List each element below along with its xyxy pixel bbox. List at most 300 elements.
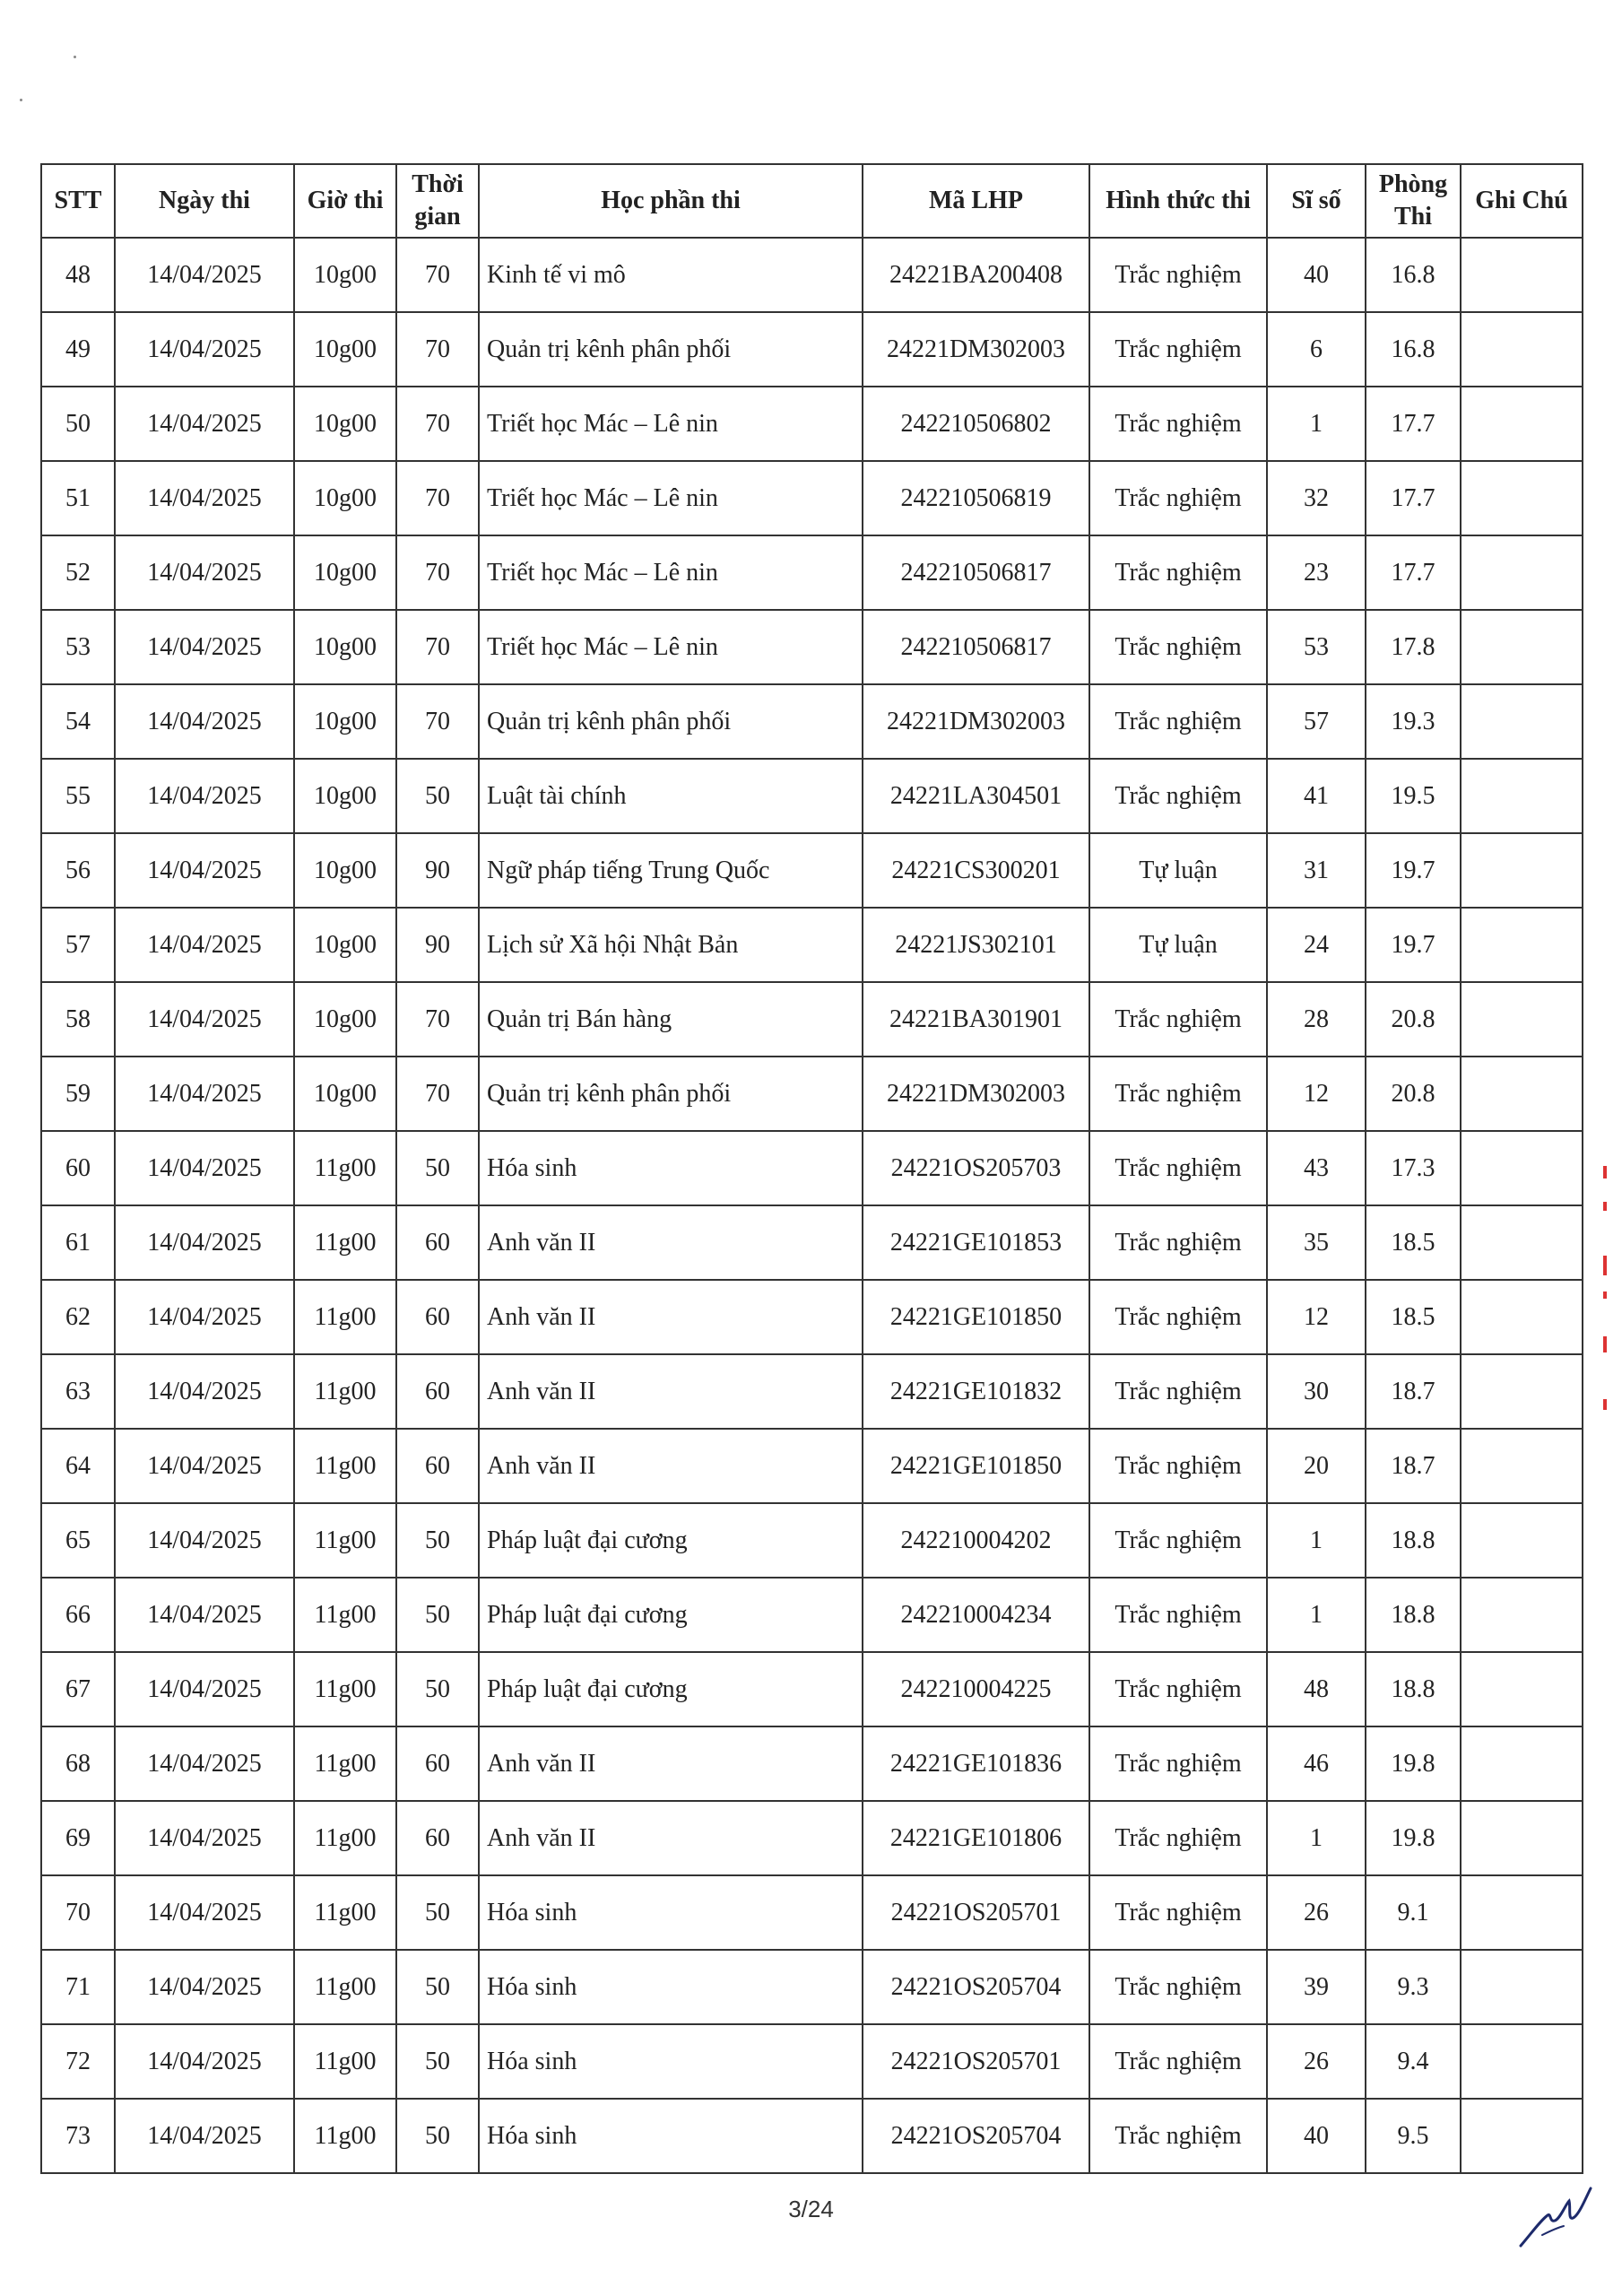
notes-cell (1461, 1578, 1583, 1652)
class-code-cell: 24221BA200408 (863, 238, 1089, 312)
table-row (41, 908, 1583, 982)
duration-cell: 50 (396, 1503, 479, 1578)
stt-cell: 64 (41, 1429, 115, 1503)
room-cell: 17.8 (1366, 610, 1461, 684)
stt-cell: 67 (41, 1652, 115, 1726)
duration-cell: 70 (396, 312, 479, 387)
exam-time-cell: 10g00 (294, 833, 396, 908)
exam-date-cell: 14/04/2025 (115, 387, 294, 461)
table-row (41, 1057, 1583, 1131)
exam-format-cell: Trắc nghiệm (1089, 610, 1267, 684)
exam-time-cell: 11g00 (294, 1429, 396, 1503)
exam-date-cell: 14/04/2025 (115, 461, 294, 535)
class-code-cell: 24221CS300201 (863, 833, 1089, 908)
stt-cell: 57 (41, 908, 115, 982)
exam-date-cell: 14/04/2025 (115, 2099, 294, 2173)
notes-cell (1461, 684, 1583, 759)
student-count-cell: 57 (1267, 684, 1366, 759)
room-cell: 17.3 (1366, 1131, 1461, 1205)
class-code-cell: 242210004234 (863, 1578, 1089, 1652)
col-header-exam-date: Ngày thi (115, 164, 294, 238)
exam-schedule-table (40, 163, 1583, 2174)
exam-date-cell: 14/04/2025 (115, 1801, 294, 1875)
class-code-cell: 24221GE101850 (863, 1429, 1089, 1503)
exam-time-cell: 10g00 (294, 535, 396, 610)
exam-format-cell: Trắc nghiệm (1089, 1280, 1267, 1354)
student-count-cell: 46 (1267, 1726, 1366, 1801)
duration-cell: 70 (396, 461, 479, 535)
class-code-cell: 24221DM302003 (863, 312, 1089, 387)
exam-format-cell: Tự luận (1089, 908, 1267, 982)
room-cell: 18.7 (1366, 1354, 1461, 1429)
notes-cell (1461, 908, 1583, 982)
stt-cell: 66 (41, 1578, 115, 1652)
notes-cell (1461, 1131, 1583, 1205)
exam-date-cell: 14/04/2025 (115, 1875, 294, 1950)
notes-cell (1461, 1726, 1583, 1801)
room-cell: 20.8 (1366, 1057, 1461, 1131)
stt-cell: 51 (41, 461, 115, 535)
class-code-cell: 24221DM302003 (863, 1057, 1089, 1131)
student-count-cell: 12 (1267, 1057, 1366, 1131)
col-header-notes: Ghi Chú (1461, 164, 1583, 238)
room-cell: 19.8 (1366, 1726, 1461, 1801)
duration-cell: 60 (396, 1429, 479, 1503)
duration-cell: 50 (396, 1578, 479, 1652)
exam-format-cell: Trắc nghiệm (1089, 1726, 1267, 1801)
course-cell: Hóa sinh (479, 1950, 863, 2024)
course-cell: Hóa sinh (479, 1131, 863, 1205)
table-row (41, 833, 1583, 908)
course-cell: Triết học Mác – Lê nin (479, 535, 863, 610)
table-row (41, 387, 1583, 461)
class-code-cell: 24221JS302101 (863, 908, 1089, 982)
table-row (41, 759, 1583, 833)
exam-format-cell: Tự luận (1089, 833, 1267, 908)
class-code-cell: 24221OS205704 (863, 2099, 1089, 2173)
exam-time-cell: 10g00 (294, 461, 396, 535)
duration-cell: 60 (396, 1280, 479, 1354)
exam-time-cell: 10g00 (294, 1057, 396, 1131)
stt-cell: 54 (41, 684, 115, 759)
course-cell: Ngữ pháp tiếng Trung Quốc (479, 833, 863, 908)
exam-time-cell: 11g00 (294, 1354, 396, 1429)
room-cell: 19.7 (1366, 833, 1461, 908)
duration-cell: 60 (396, 1354, 479, 1429)
course-cell: Triết học Mác – Lê nin (479, 461, 863, 535)
student-count-cell: 31 (1267, 833, 1366, 908)
student-count-cell: 20 (1267, 1429, 1366, 1503)
stt-cell: 50 (41, 387, 115, 461)
table-row (41, 1652, 1583, 1726)
notes-cell (1461, 1503, 1583, 1578)
exam-time-cell: 11g00 (294, 1726, 396, 1801)
student-count-cell: 39 (1267, 1950, 1366, 2024)
col-header-room: Phòng Thi (1366, 164, 1461, 238)
exam-time-cell: 10g00 (294, 759, 396, 833)
exam-format-cell: Trắc nghiệm (1089, 759, 1267, 833)
exam-format-cell: Trắc nghiệm (1089, 1354, 1267, 1429)
course-cell: Anh văn II (479, 1801, 863, 1875)
exam-time-cell: 10g00 (294, 238, 396, 312)
exam-format-cell: Trắc nghiệm (1089, 461, 1267, 535)
duration-cell: 60 (396, 1726, 479, 1801)
course-cell: Luật tài chính (479, 759, 863, 833)
exam-format-cell: Trắc nghiệm (1089, 1131, 1267, 1205)
class-code-cell: 24221GE101836 (863, 1726, 1089, 1801)
student-count-cell: 1 (1267, 1503, 1366, 1578)
room-cell: 16.8 (1366, 312, 1461, 387)
stamp-edge-mark (1603, 1292, 1607, 1299)
notes-cell (1461, 982, 1583, 1057)
notes-cell (1461, 759, 1583, 833)
exam-time-cell: 11g00 (294, 1503, 396, 1578)
exam-format-cell: Trắc nghiệm (1089, 2024, 1267, 2099)
exam-date-cell: 14/04/2025 (115, 238, 294, 312)
stt-cell: 65 (41, 1503, 115, 1578)
room-cell: 19.3 (1366, 684, 1461, 759)
notes-cell (1461, 238, 1583, 312)
exam-time-cell: 11g00 (294, 1205, 396, 1280)
stt-cell: 62 (41, 1280, 115, 1354)
room-cell: 19.7 (1366, 908, 1461, 982)
duration-cell: 70 (396, 1057, 479, 1131)
exam-time-cell: 10g00 (294, 684, 396, 759)
duration-cell: 70 (396, 238, 479, 312)
col-header-exam-time: Giờ thi (294, 164, 396, 238)
exam-time-cell: 11g00 (294, 1801, 396, 1875)
room-cell: 17.7 (1366, 535, 1461, 610)
stt-cell: 49 (41, 312, 115, 387)
duration-cell: 60 (396, 1801, 479, 1875)
exam-format-cell: Trắc nghiệm (1089, 535, 1267, 610)
student-count-cell: 12 (1267, 1280, 1366, 1354)
notes-cell (1461, 312, 1583, 387)
table-row (41, 982, 1583, 1057)
duration-cell: 50 (396, 2099, 479, 2173)
student-count-cell: 53 (1267, 610, 1366, 684)
course-cell: Anh văn II (479, 1429, 863, 1503)
class-code-cell: 24221GE101853 (863, 1205, 1089, 1280)
stt-cell: 56 (41, 833, 115, 908)
exam-format-cell: Trắc nghiệm (1089, 1875, 1267, 1950)
page-number: 3/24 (788, 2196, 834, 2222)
class-code-cell: 24221LA304501 (863, 759, 1089, 833)
notes-cell (1461, 1280, 1583, 1354)
table-row (41, 1429, 1583, 1503)
notes-cell (1461, 1801, 1583, 1875)
table-header-row (41, 164, 1583, 238)
table-row (41, 1354, 1583, 1429)
notes-cell (1461, 1354, 1583, 1429)
notes-cell (1461, 2099, 1583, 2173)
table-row (41, 1578, 1583, 1652)
exam-format-cell: Trắc nghiệm (1089, 387, 1267, 461)
room-cell: 18.8 (1366, 1652, 1461, 1726)
duration-cell: 60 (396, 1205, 479, 1280)
exam-time-cell: 11g00 (294, 1578, 396, 1652)
exam-date-cell: 14/04/2025 (115, 535, 294, 610)
table-row (41, 238, 1583, 312)
notes-cell (1461, 1205, 1583, 1280)
duration-cell: 70 (396, 982, 479, 1057)
stamp-edge-mark (1603, 1256, 1607, 1275)
course-cell: Hóa sinh (479, 1875, 863, 1950)
exam-date-cell: 14/04/2025 (115, 2024, 294, 2099)
class-code-cell: 24221GE101806 (863, 1801, 1089, 1875)
exam-date-cell: 14/04/2025 (115, 1578, 294, 1652)
exam-time-cell: 11g00 (294, 1652, 396, 1726)
col-header-class-code: Mã LHP (863, 164, 1089, 238)
duration-cell: 50 (396, 1131, 479, 1205)
exam-format-cell: Trắc nghiệm (1089, 312, 1267, 387)
exam-time-cell: 11g00 (294, 2099, 396, 2173)
stt-cell: 52 (41, 535, 115, 610)
class-code-cell: 24221OS205701 (863, 1875, 1089, 1950)
student-count-cell: 35 (1267, 1205, 1366, 1280)
class-code-cell: 242210506802 (863, 387, 1089, 461)
stt-cell: 53 (41, 610, 115, 684)
notes-cell (1461, 2024, 1583, 2099)
course-cell: Quản trị kênh phân phối (479, 312, 863, 387)
table-row (41, 461, 1583, 535)
duration-cell: 90 (396, 908, 479, 982)
exam-time-cell: 11g00 (294, 1280, 396, 1354)
exam-time-cell: 10g00 (294, 908, 396, 982)
room-cell: 9.4 (1366, 2024, 1461, 2099)
room-cell: 18.8 (1366, 1578, 1461, 1652)
exam-time-cell: 11g00 (294, 2024, 396, 2099)
col-header-duration: Thời gian (396, 164, 479, 238)
exam-date-cell: 14/04/2025 (115, 1280, 294, 1354)
class-code-cell: 242210004202 (863, 1503, 1089, 1578)
student-count-cell: 26 (1267, 1875, 1366, 1950)
stt-cell: 48 (41, 238, 115, 312)
course-cell: Lịch sử Xã hội Nhật Bản (479, 908, 863, 982)
course-cell: Triết học Mác – Lê nin (479, 387, 863, 461)
duration-cell: 50 (396, 2024, 479, 2099)
course-cell: Anh văn II (479, 1726, 863, 1801)
duration-cell: 70 (396, 387, 479, 461)
duration-cell: 50 (396, 759, 479, 833)
exam-format-cell: Trắc nghiệm (1089, 1205, 1267, 1280)
scan-speck (74, 56, 76, 58)
course-cell: Pháp luật đại cương (479, 1578, 863, 1652)
exam-format-cell: Trắc nghiệm (1089, 1057, 1267, 1131)
room-cell: 9.3 (1366, 1950, 1461, 2024)
class-code-cell: 24221BA301901 (863, 982, 1089, 1057)
room-cell: 19.5 (1366, 759, 1461, 833)
stt-cell: 59 (41, 1057, 115, 1131)
room-cell: 18.5 (1366, 1205, 1461, 1280)
table-row (41, 1131, 1583, 1205)
course-cell: Quản trị kênh phân phối (479, 684, 863, 759)
student-count-cell: 40 (1267, 238, 1366, 312)
col-header-course: Học phần thi (479, 164, 863, 238)
exam-date-cell: 14/04/2025 (115, 312, 294, 387)
class-code-cell: 24221GE101850 (863, 1280, 1089, 1354)
duration-cell: 70 (396, 684, 479, 759)
signature-mark (1515, 2181, 1596, 2253)
student-count-cell: 48 (1267, 1652, 1366, 1726)
notes-cell (1461, 1950, 1583, 2024)
room-cell: 9.5 (1366, 2099, 1461, 2173)
table-row (41, 2099, 1583, 2173)
student-count-cell: 32 (1267, 461, 1366, 535)
course-cell: Hóa sinh (479, 2024, 863, 2099)
room-cell: 18.5 (1366, 1280, 1461, 1354)
exam-date-cell: 14/04/2025 (115, 1429, 294, 1503)
course-cell: Quản trị kênh phân phối (479, 1057, 863, 1131)
table-row (41, 610, 1583, 684)
exam-format-cell: Trắc nghiệm (1089, 982, 1267, 1057)
exam-format-cell: Trắc nghiệm (1089, 1503, 1267, 1578)
exam-date-cell: 14/04/2025 (115, 759, 294, 833)
class-code-cell: 24221OS205703 (863, 1131, 1089, 1205)
col-header-student-count: Sĩ số (1267, 164, 1366, 238)
notes-cell (1461, 1429, 1583, 1503)
exam-format-cell: Trắc nghiệm (1089, 2099, 1267, 2173)
exam-date-cell: 14/04/2025 (115, 833, 294, 908)
table-row (41, 1875, 1583, 1950)
student-count-cell: 41 (1267, 759, 1366, 833)
class-code-cell: 24221OS205701 (863, 2024, 1089, 2099)
stt-cell: 71 (41, 1950, 115, 2024)
exam-date-cell: 14/04/2025 (115, 982, 294, 1057)
stt-cell: 63 (41, 1354, 115, 1429)
notes-cell (1461, 1057, 1583, 1131)
exam-format-cell: Trắc nghiệm (1089, 1429, 1267, 1503)
scan-speck (20, 99, 22, 101)
room-cell: 17.7 (1366, 461, 1461, 535)
stt-cell: 69 (41, 1801, 115, 1875)
student-count-cell: 30 (1267, 1354, 1366, 1429)
exam-time-cell: 11g00 (294, 1131, 396, 1205)
exam-time-cell: 10g00 (294, 312, 396, 387)
stamp-edge-mark (1603, 1336, 1607, 1352)
stt-cell: 55 (41, 759, 115, 833)
exam-date-cell: 14/04/2025 (115, 1503, 294, 1578)
course-cell: Pháp luật đại cương (479, 1503, 863, 1578)
room-cell: 9.1 (1366, 1875, 1461, 1950)
student-count-cell: 24 (1267, 908, 1366, 982)
stamp-edge-mark (1603, 1202, 1607, 1211)
table-body (41, 238, 1583, 2173)
student-count-cell: 1 (1267, 1578, 1366, 1652)
course-cell: Anh văn II (479, 1280, 863, 1354)
course-cell: Kinh tế vi mô (479, 238, 863, 312)
room-cell: 16.8 (1366, 238, 1461, 312)
table-row (41, 1726, 1583, 1801)
exam-date-cell: 14/04/2025 (115, 1354, 294, 1429)
notes-cell (1461, 535, 1583, 610)
duration-cell: 70 (396, 535, 479, 610)
exam-date-cell: 14/04/2025 (115, 908, 294, 982)
class-code-cell: 242210506819 (863, 461, 1089, 535)
course-cell: Hóa sinh (479, 2099, 863, 2173)
course-cell: Triết học Mác – Lê nin (479, 610, 863, 684)
exam-time-cell: 11g00 (294, 1950, 396, 2024)
exam-time-cell: 10g00 (294, 387, 396, 461)
stt-cell: 68 (41, 1726, 115, 1801)
table-row (41, 684, 1583, 759)
duration-cell: 50 (396, 1950, 479, 2024)
table-row (41, 1503, 1583, 1578)
exam-format-cell: Trắc nghiệm (1089, 1652, 1267, 1726)
exam-format-cell: Trắc nghiệm (1089, 1950, 1267, 2024)
room-cell: 18.8 (1366, 1503, 1461, 1578)
stt-cell: 70 (41, 1875, 115, 1950)
class-code-cell: 242210004225 (863, 1652, 1089, 1726)
course-cell: Quản trị Bán hàng (479, 982, 863, 1057)
student-count-cell: 1 (1267, 387, 1366, 461)
exam-date-cell: 14/04/2025 (115, 684, 294, 759)
student-count-cell: 43 (1267, 1131, 1366, 1205)
room-cell: 19.8 (1366, 1801, 1461, 1875)
duration-cell: 70 (396, 610, 479, 684)
exam-time-cell: 11g00 (294, 1875, 396, 1950)
room-cell: 20.8 (1366, 982, 1461, 1057)
table-row (41, 1950, 1583, 2024)
col-header-stt: STT (41, 164, 115, 238)
notes-cell (1461, 1875, 1583, 1950)
stamp-edge-mark (1603, 1166, 1607, 1178)
class-code-cell: 24221DM302003 (863, 684, 1089, 759)
notes-cell (1461, 461, 1583, 535)
table-row (41, 1801, 1583, 1875)
exam-date-cell: 14/04/2025 (115, 1057, 294, 1131)
duration-cell: 50 (396, 1652, 479, 1726)
student-count-cell: 23 (1267, 535, 1366, 610)
notes-cell (1461, 610, 1583, 684)
course-cell: Pháp luật đại cương (479, 1652, 863, 1726)
exam-format-cell: Trắc nghiệm (1089, 1578, 1267, 1652)
exam-format-cell: Trắc nghiệm (1089, 238, 1267, 312)
table-row (41, 1280, 1583, 1354)
table-row (41, 535, 1583, 610)
exam-format-cell: Trắc nghiệm (1089, 684, 1267, 759)
table-row (41, 2024, 1583, 2099)
table-row (41, 1205, 1583, 1280)
notes-cell (1461, 1652, 1583, 1726)
exam-date-cell: 14/04/2025 (115, 1726, 294, 1801)
stt-cell: 72 (41, 2024, 115, 2099)
exam-format-cell: Trắc nghiệm (1089, 1801, 1267, 1875)
stt-cell: 61 (41, 1205, 115, 1280)
class-code-cell: 242210506817 (863, 535, 1089, 610)
exam-date-cell: 14/04/2025 (115, 610, 294, 684)
student-count-cell: 28 (1267, 982, 1366, 1057)
notes-cell (1461, 387, 1583, 461)
class-code-cell: 242210506817 (863, 610, 1089, 684)
exam-date-cell: 14/04/2025 (115, 1131, 294, 1205)
stt-cell: 60 (41, 1131, 115, 1205)
duration-cell: 90 (396, 833, 479, 908)
room-cell: 18.7 (1366, 1429, 1461, 1503)
exam-time-cell: 10g00 (294, 982, 396, 1057)
exam-date-cell: 14/04/2025 (115, 1652, 294, 1726)
stamp-edge-mark (1603, 1399, 1607, 1410)
exam-time-cell: 10g00 (294, 610, 396, 684)
course-cell: Anh văn II (479, 1354, 863, 1429)
notes-cell (1461, 833, 1583, 908)
col-header-exam-format: Hình thức thi (1089, 164, 1267, 238)
room-cell: 17.7 (1366, 387, 1461, 461)
table-row (41, 312, 1583, 387)
duration-cell: 50 (396, 1875, 479, 1950)
student-count-cell: 1 (1267, 1801, 1366, 1875)
class-code-cell: 24221OS205704 (863, 1950, 1089, 2024)
